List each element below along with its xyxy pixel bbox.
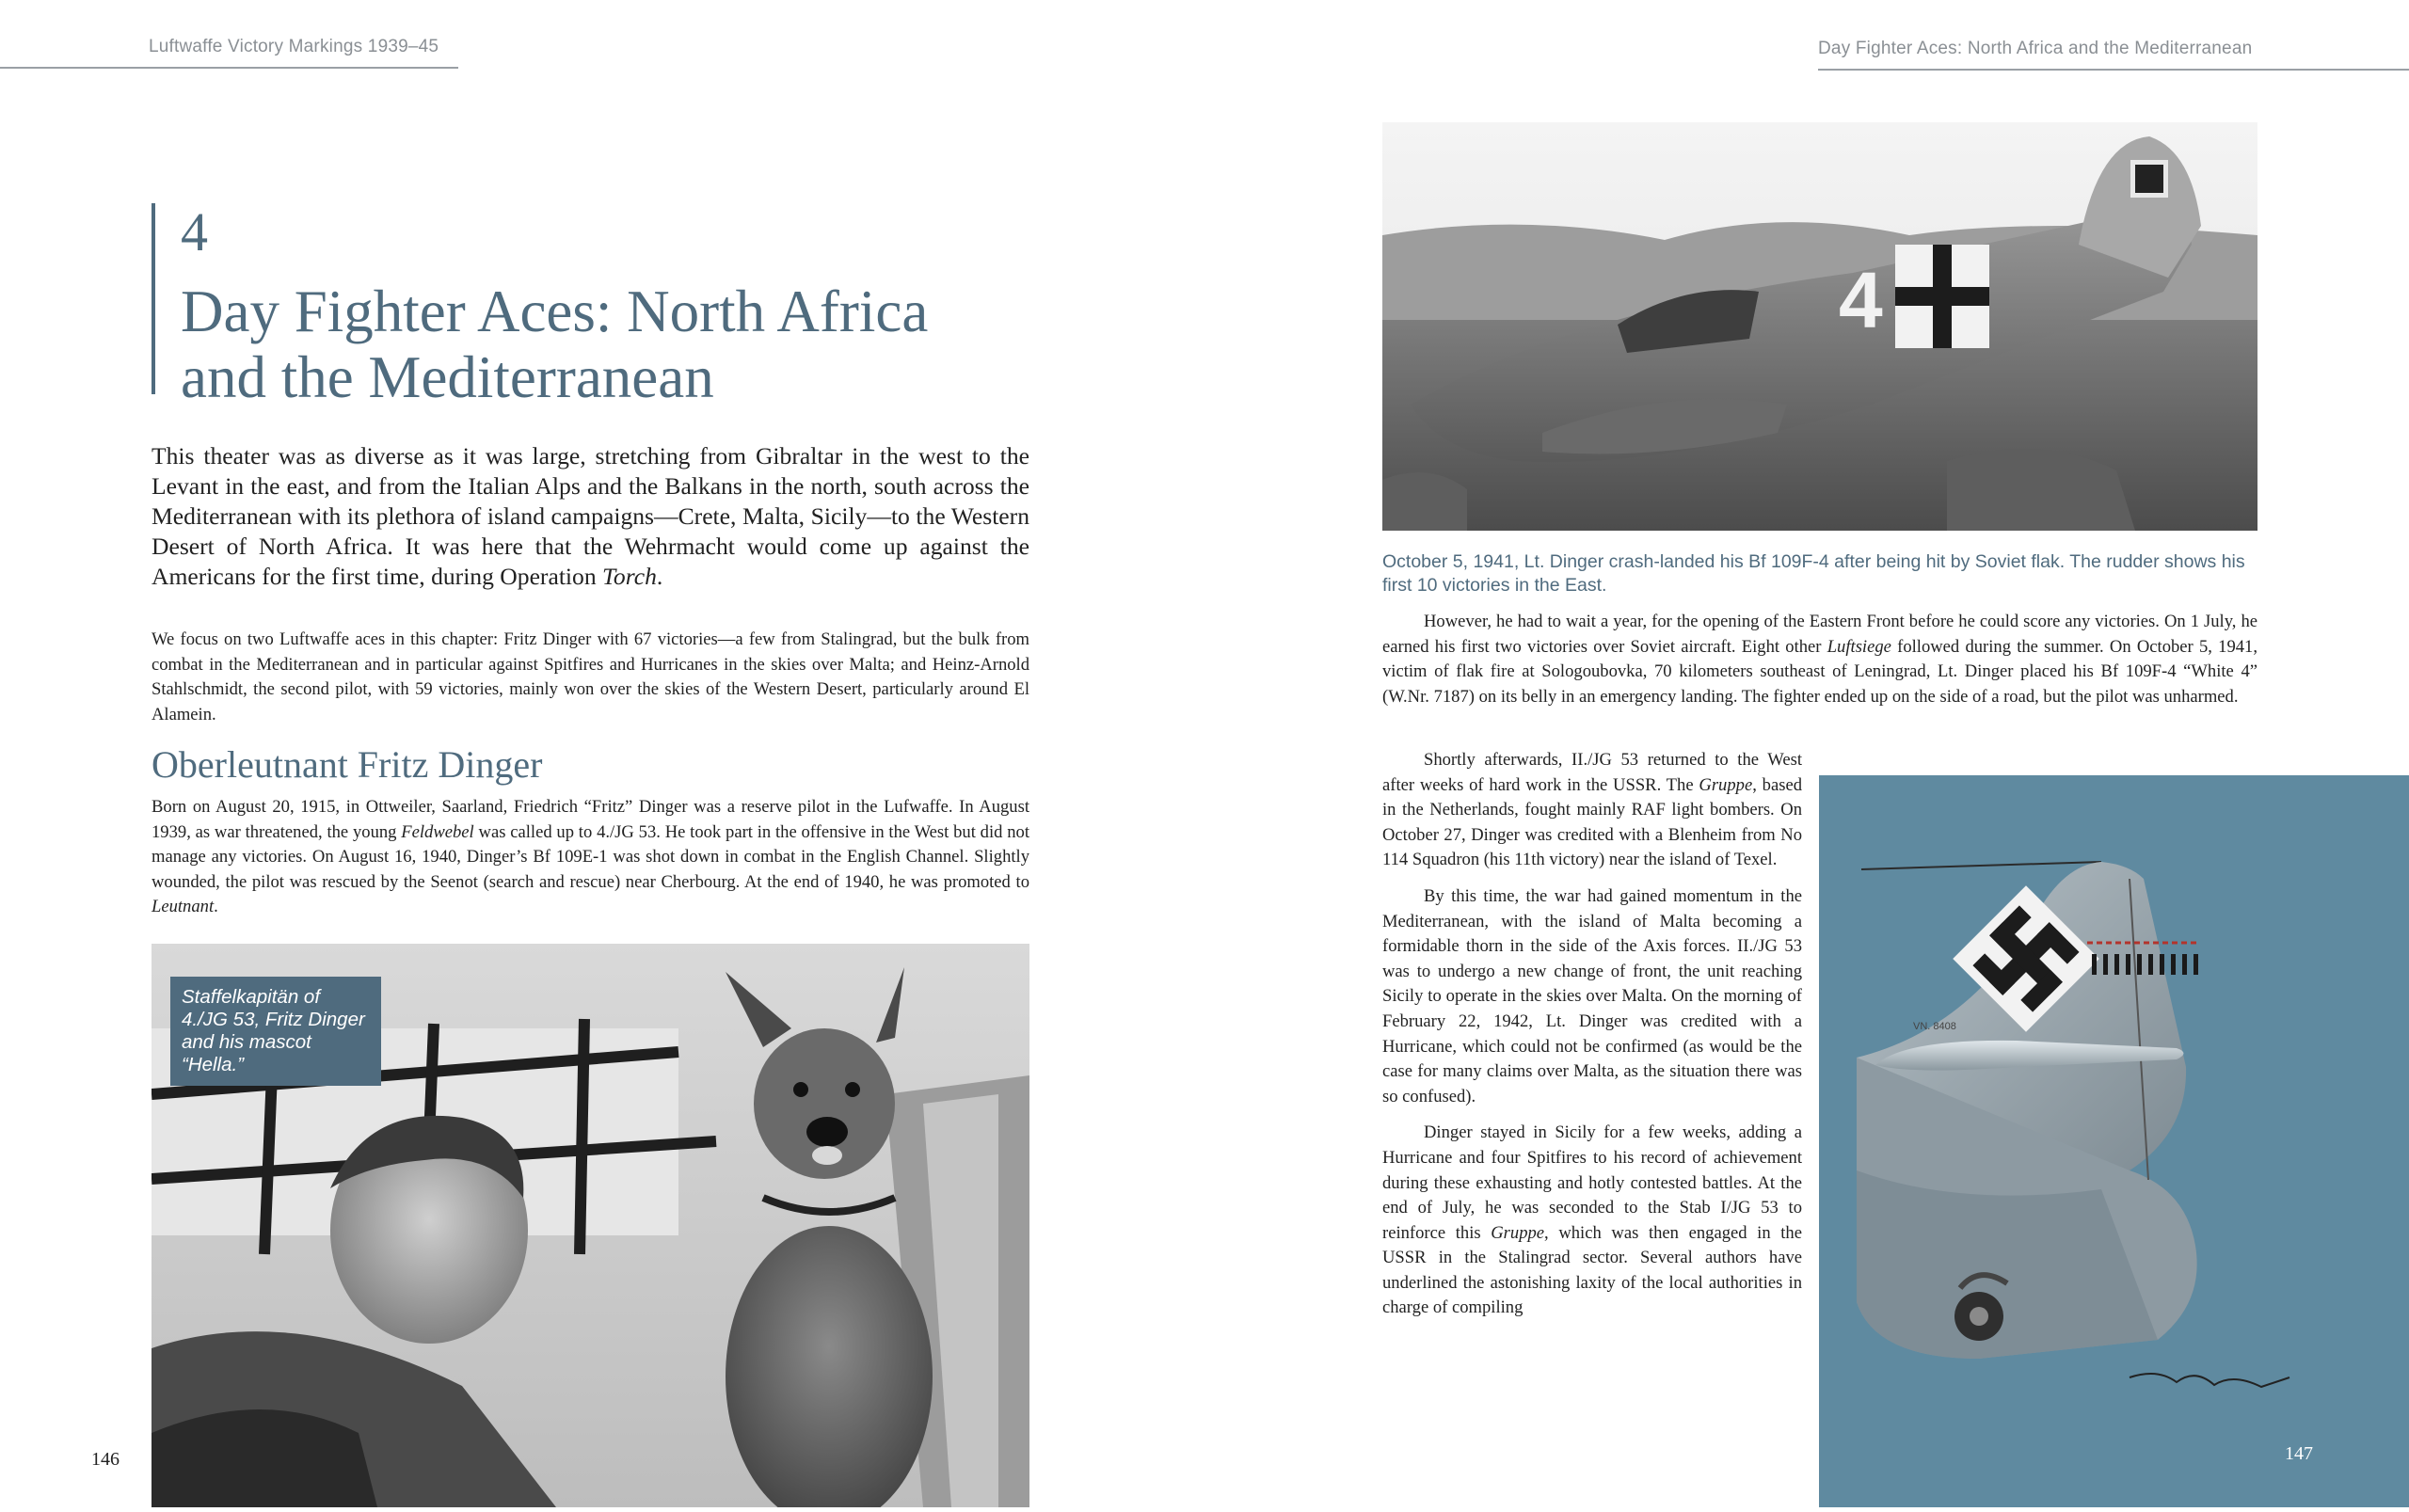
dinger-paragraph (152, 795, 1029, 920)
tail-illustration (1819, 775, 2409, 1507)
tail-werknummer: VN. 8408 (1913, 1021, 1956, 1032)
right-paragraph-4 (1382, 1121, 1802, 1321)
right-p2-text-b: , based in the Netherlands, fought mainly RAF light bombers. On October 27, Dinger was credited with a Blenheim from No 114 Squadron (his 11th victory) near the island of Texel. (1382, 774, 1802, 870)
right-p2-text-a: Shortly afterwards, II./JG 53 returned to the West after weeks of hard work in the USSR. The (1382, 750, 1802, 795)
header-rule-left (0, 67, 458, 69)
crash-photo-caption: October 5, 1941, Lt. Dinger crash-landed his Bf 109F-4 after being hit by Soviet flak. The rudder shows his first 10 victories in the East. (1382, 551, 2245, 596)
dinger-text-3: . (214, 897, 218, 917)
chapter-title (181, 279, 1028, 410)
crash-photo (1382, 122, 2257, 531)
header-rule-right (1818, 69, 2409, 71)
crash-photo-tail-number: 4 (1839, 256, 1883, 344)
dinger-text-1: Born on August 20, 1915, in Ottweiler, Saarland, Friedrich “Fritz” Dinger was a reserve pilot in the Lufwaffe. In August 1939, as war threatened, the young (152, 797, 1029, 842)
intro-text-end: . (656, 563, 663, 590)
dinger-italic-1: Feldwebel (401, 821, 474, 842)
right-p4-italic: Gruppe (1491, 1222, 1545, 1243)
intro-italic: Torch (602, 563, 657, 590)
chapter-title-line-2: and the Mediterranean (181, 344, 714, 410)
right-narrow-column (1382, 748, 1802, 1321)
tail-illustration-panel (1819, 775, 2409, 1507)
dinger-italic-2: Leutnant (152, 897, 215, 917)
focus-paragraph: We focus on two Luftwaffe aces in this chapter: Fritz Dinger with 67 victories—a few from Stalingrad, but the bulk from combat in the Mediterranean and in particular against Spitfires and Hurricanes in the skies over Malta; and Heinz-Arnold Stahlschmidt, the second pilot, with 59 victories, mainly won over the skies of the Western Desert, particularly around El Alamein. (152, 629, 1029, 724)
right-p1-text-b: followed during the summer. On October 5, 1941, victim of flak fire at Sologoubovka, 70 kilometers southeast of Leningrad, Lt. Dinger placed his Bf 109F-4 “White 4” (W.Nr. 7187) on its belly in an emergency landing. The fighter ended up on the side of a road, but the pilot was unharmed. (1382, 636, 2257, 707)
right-paragraph-1 (1382, 610, 2257, 709)
chapter-number: 4 (181, 201, 208, 263)
right-paragraph-3: By this time, the war had gained momentum in the Mediterranean, with the island of Malta becoming a formidable thorn in the side of the Axis forces. II./JG 53 was to undergo a new change of front, the unit reaching Sicily to operate in the skies over Malta. On the morning of February 22, 1942, Lt. Dinger was credited with a Hurricane, which could not be confirmed (as would be the case for many claims over Malta, as the situation there was so confused). (1382, 885, 1802, 1106)
chapter-accent-bar (152, 203, 155, 394)
right-paragraph-2 (1382, 748, 1802, 873)
right-p2-italic: Gruppe (1699, 774, 1753, 795)
right-p4-text-a: Dinger stayed in Sicily for a few weeks, adding a Hurricane and four Spitfires to his record of achievement during these exhausting and hotly contested battles. At the end of July, he was seconded to the Stab I/JG 53 to reinforce this (1382, 1122, 1802, 1243)
chapter-title-line-1: Day Fighter Aces: North Africa (181, 279, 929, 344)
page-number-right: 147 (2285, 1443, 2313, 1464)
section-heading: Oberleutnant Fritz Dinger (152, 743, 543, 786)
page-number-left: 146 (91, 1449, 120, 1470)
right-p4-text-b: , which was then engaged in the USSR in the Stalingrad sector. Several authors have underlined the astonishing laxity of the local authorities in charge of compiling (1382, 1222, 1802, 1318)
intro-paragraph (152, 441, 1029, 592)
right-p1-text-a: However, he had to wait a year, for the opening of the Eastern Front before he could score any victories. On 1 July, he earned his first two victories over Soviet aircraft. Eight other (1382, 612, 2257, 657)
intro-text: This theater was as diverse as it was large, stretching from Gibraltar in the west to the Levant in the east, and from the Italian Alps and the Balkans in the north, south across the Mediterranean with its plethora of island campaigns—Crete, Malta, Sicily—to the Western Desert of North Africa. It was here that the Wehrmacht would come up against the Americans for the first time, during Operation (152, 442, 1029, 590)
pilot-photo-caption: Staffelkapitän of 4./JG 53, Fritz Dinger and his mascot “Hella.” (170, 977, 381, 1086)
crash-photo-image (1382, 122, 2257, 531)
running-header-right: Day Fighter Aces: North Africa and the Mediterranean (1818, 39, 2253, 58)
running-header-left: Luftwaffe Victory Markings 1939–45 (149, 37, 439, 56)
right-p1-italic: Luftsiege (1827, 636, 1891, 657)
dinger-text-2: was called up to 4./JG 53. He took part in the offensive in the West but did not manage any victories. On August 16, 1940, Dinger’s Bf 109E-1 was shot down in combat in the English Channel. Slightly wounded, the pilot was rescued by the Seenot (search and rescue) near Cherbourg. At the end of 1940, he was promoted to (152, 821, 1029, 892)
